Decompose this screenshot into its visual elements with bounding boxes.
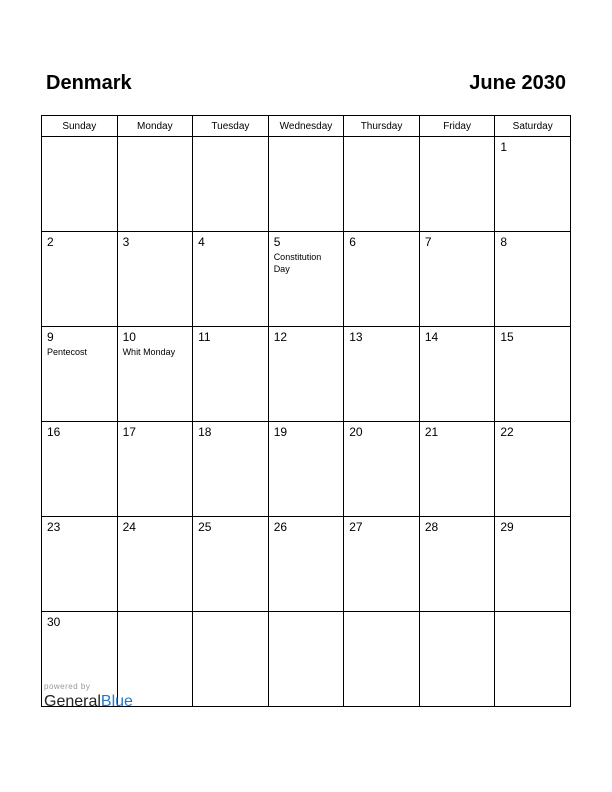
day-number: 16 <box>47 425 61 439</box>
day-cell <box>344 137 420 232</box>
day-cell <box>193 517 269 612</box>
day-number: 29 <box>500 520 514 534</box>
day-cell <box>419 137 495 232</box>
day-number: 7 <box>424 235 432 249</box>
day-number: 28 <box>424 520 439 534</box>
day-cell <box>495 327 571 422</box>
day-cell <box>193 422 269 517</box>
day-cell <box>117 137 193 232</box>
day-cell <box>419 612 495 707</box>
brand-footer <box>44 682 133 711</box>
day-number: 15 <box>500 330 514 344</box>
day-number: 23 <box>47 520 61 534</box>
day-number: 10 <box>122 330 136 344</box>
day-cell <box>42 517 118 612</box>
day-number: 5 <box>273 235 281 249</box>
day-number: 14 <box>424 330 439 344</box>
day-cell <box>42 422 118 517</box>
day-number: 4 <box>198 235 205 249</box>
day-cell <box>344 517 420 612</box>
day-number: 2 <box>47 235 54 249</box>
day-number: 12 <box>273 330 288 344</box>
generalblue-logo <box>44 693 133 711</box>
day-cell <box>419 422 495 517</box>
day-number: 6 <box>349 235 356 249</box>
day-cell <box>268 612 344 707</box>
day-cell <box>117 232 193 327</box>
calendar-grid <box>41 115 571 707</box>
day-cell <box>419 517 495 612</box>
week-row <box>42 327 571 422</box>
day-number: 24 <box>122 520 136 534</box>
weekday-wednesday: Wednesday <box>268 116 344 137</box>
weekday-header-row <box>42 116 571 137</box>
day-number: 1 <box>500 140 508 154</box>
day-cell <box>344 327 420 422</box>
day-cell <box>268 232 344 327</box>
week-row <box>42 137 571 232</box>
day-cell <box>495 612 571 707</box>
day-number: 20 <box>349 425 363 439</box>
day-cell <box>42 137 118 232</box>
day-number: 30 <box>47 615 61 629</box>
day-cell <box>268 327 344 422</box>
week-row <box>42 517 571 612</box>
weekday-sunday: Sunday <box>42 116 118 137</box>
week-row <box>42 422 571 517</box>
weekday-monday: Monday <box>117 116 193 137</box>
day-cell <box>344 232 420 327</box>
day-number: 26 <box>273 520 288 534</box>
day-cell <box>268 422 344 517</box>
day-cell <box>419 327 495 422</box>
day-cell <box>117 422 193 517</box>
day-number: 8 <box>500 235 508 249</box>
day-cell <box>344 612 420 707</box>
day-cell <box>495 422 571 517</box>
day-number: 25 <box>198 520 212 534</box>
day-cell <box>193 327 269 422</box>
weekday-saturday: Saturday <box>495 116 571 137</box>
day-cell <box>495 232 571 327</box>
weekday-tuesday: Tuesday <box>193 116 269 137</box>
country-title: Denmark <box>46 72 132 94</box>
day-cell <box>419 232 495 327</box>
month-title: June 2030 <box>469 72 566 94</box>
day-number: 13 <box>349 330 363 344</box>
holiday-label: Constitution Day <box>273 252 322 274</box>
day-cell <box>193 137 269 232</box>
day-number: 18 <box>198 425 212 439</box>
day-number: 11 <box>198 330 211 344</box>
day-number: 9 <box>47 330 54 344</box>
day-number: 17 <box>122 425 136 439</box>
weekday-friday: Friday <box>419 116 495 137</box>
day-number: 3 <box>122 235 130 249</box>
holiday-label: Whit Monday <box>122 347 176 357</box>
logo-general: General <box>44 693 101 710</box>
day-cell <box>495 137 571 232</box>
day-cell <box>117 517 193 612</box>
logo-blue: Blue <box>100 693 133 710</box>
day-number: 22 <box>500 425 514 439</box>
day-cell <box>495 517 571 612</box>
day-number: 21 <box>424 425 439 439</box>
day-cell <box>117 327 193 422</box>
day-cell <box>193 232 269 327</box>
day-cell <box>268 517 344 612</box>
day-cell <box>268 137 344 232</box>
day-cell <box>42 327 118 422</box>
holiday-label: Pentecost <box>47 347 88 357</box>
week-row <box>42 232 571 327</box>
day-number: 27 <box>349 520 363 534</box>
day-number: 19 <box>273 425 288 439</box>
weekday-thursday: Thursday <box>344 116 420 137</box>
day-cell <box>42 232 118 327</box>
day-cell <box>193 612 269 707</box>
powered-by-text: powered by <box>44 682 91 691</box>
day-cell <box>344 422 420 517</box>
